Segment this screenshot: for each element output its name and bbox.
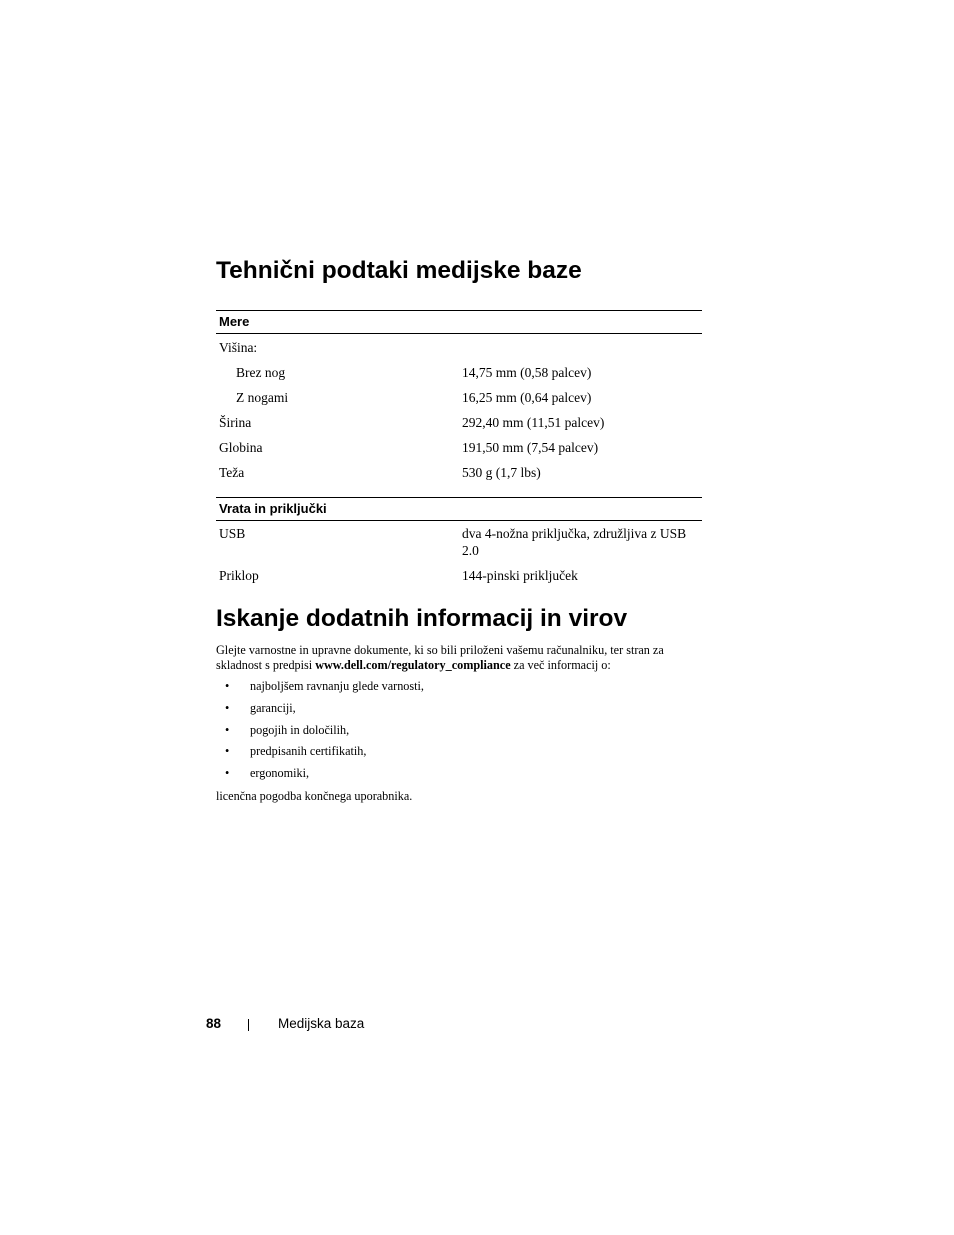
- table-row: [216, 339, 702, 364]
- list-item: [216, 679, 702, 701]
- list-item-text: predpisanih certifikatih,: [250, 744, 367, 759]
- row-value: 16,25 mm (0,64 palcev): [462, 390, 592, 405]
- list-item: [216, 701, 702, 723]
- list-item-text: garanciji,: [250, 700, 296, 715]
- row-value: dva 4-nožna priključka, združljiva z USB 2.0: [462, 526, 687, 558]
- table-row: [216, 414, 702, 439]
- list-item-text: ergonomiki,: [250, 766, 310, 781]
- row-value: 14,75 mm (0,58 palcev): [462, 365, 592, 380]
- list-item: [216, 766, 702, 788]
- ports-table: [216, 497, 702, 587]
- table-row: [216, 364, 702, 389]
- info-bullet-list: [216, 679, 702, 788]
- intro-line-2-post: za več informacij o:: [510, 658, 611, 672]
- row-label: USB: [219, 526, 246, 541]
- table-row: [216, 389, 702, 414]
- bullet-icon: •: [225, 700, 230, 715]
- list-item-text: najboljšem ravnanju glede varnosti,: [250, 679, 424, 693]
- row-value: 292,40 mm (11,51 palcev): [462, 415, 605, 430]
- footer-chapter-title: Medijska baza: [278, 1016, 365, 1031]
- table-row: [216, 567, 702, 587]
- row-label: Višina:: [219, 340, 258, 355]
- intro-line-2-pre: skladnost s predpisi: [216, 658, 316, 672]
- table-row: [216, 439, 702, 464]
- intro-paragraph: [216, 643, 702, 673]
- list-item: [216, 744, 702, 766]
- row-label: Priklop: [219, 568, 259, 583]
- table-row: [216, 464, 702, 489]
- outro-paragraph: licenčna pogodba končnega uporabnika.: [216, 789, 413, 803]
- dimensions-table: [216, 310, 702, 489]
- row-label: Brez nog: [236, 365, 286, 380]
- bullet-icon: •: [225, 679, 230, 693]
- page-number: 88: [206, 1016, 222, 1031]
- page-title-specs: Tehnični podtaki medijske baze: [216, 257, 582, 284]
- row-label: Širina: [219, 415, 252, 430]
- row-label: Z nogami: [236, 390, 289, 405]
- ports-header: Vrata in priključki: [216, 497, 702, 521]
- list-item: [216, 723, 702, 745]
- row-label: Teža: [219, 465, 245, 480]
- table-row: [216, 525, 702, 567]
- row-value: 144-pinski priključek: [462, 568, 578, 583]
- row-value: 191,50 mm (7,54 palcev): [462, 440, 599, 455]
- list-item-text: pogojih in določilih,: [250, 722, 350, 737]
- page-footer: [0, 1015, 954, 1035]
- row-value: 530 g (1,7 lbs): [462, 465, 541, 480]
- dimensions-header: Mere: [216, 310, 702, 334]
- bullet-icon: •: [225, 744, 230, 759]
- bullet-icon: •: [225, 722, 230, 737]
- section-title-resources: Iskanje dodatnih informacij in virov: [216, 605, 628, 632]
- bullet-icon: •: [225, 766, 230, 781]
- footer-divider: [248, 1019, 249, 1031]
- row-label: Globina: [219, 440, 263, 455]
- intro-line-1: Glejte varnostne in upravne dokumente, ki so bili priloženi vašemu računalniku, ter stran za: [216, 643, 664, 657]
- regulatory-link[interactable]: www.dell.com/regulatory_compliance: [315, 658, 511, 672]
